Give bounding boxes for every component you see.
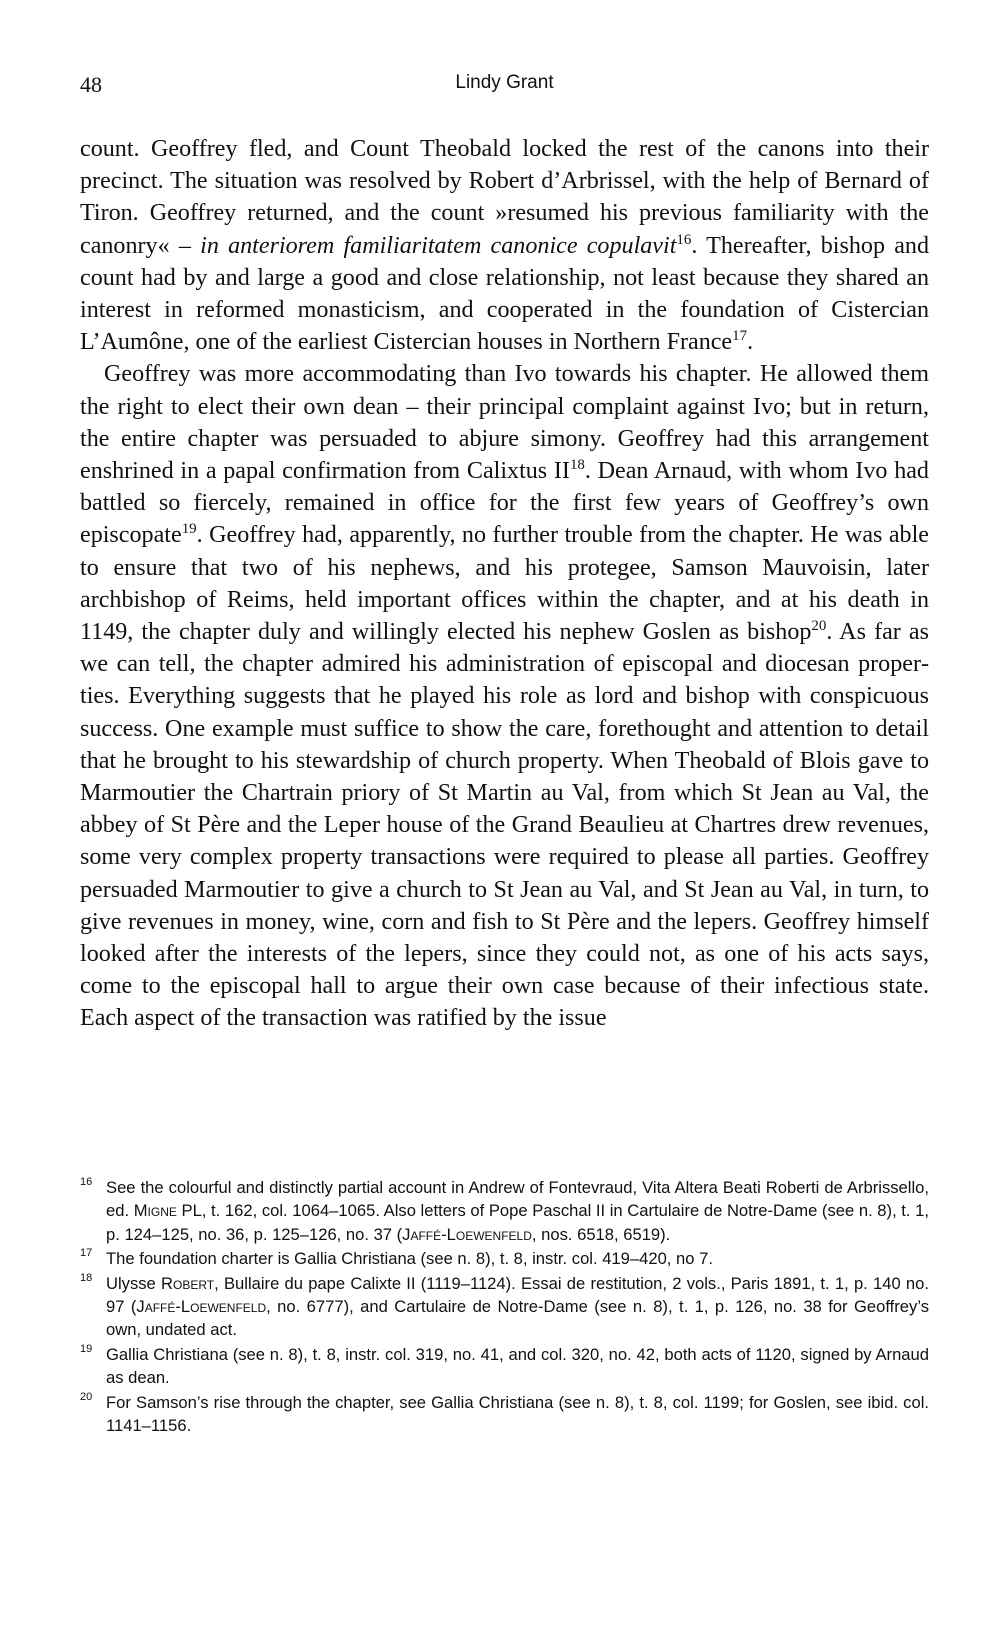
footnote-ref-17[interactable]: 17 <box>732 327 748 344</box>
footnote-number: 16 <box>80 1176 93 1188</box>
latin-quote: in anteriorem familiaritatem canonice copulavit <box>200 232 677 259</box>
footnote-ref-16[interactable]: 16 <box>676 231 692 248</box>
page-header <box>80 72 929 102</box>
footnote-number: 17 <box>80 1247 93 1260</box>
footnote-17: 17 The foundation charter is Gallia Christiana (see n. 8), t. 8, instr. col. 419–420, no 7. <box>80 1247 929 1270</box>
footnote-ref-19[interactable]: 19 <box>181 521 197 538</box>
body-text <box>80 133 929 1035</box>
paragraph-2: Geoffrey was more accommodating than Ivo towards his chapter. He allowed them the right to elect their own dean – their principal complaint against Ivo; but in return, the entire chapter was persuaded to abjure simony. Geoffrey had this arrangement enshrined in a papal confirmation from Calixtus II$^{18}$. Dean Arnaud, with whom Ivo had battled so fiercely, remained in office for the first few years of Geoffrey’s own episcopate$^{19}$. Geoffrey had, apparently, no further trouble from the chapter. He was able to ensure that two of his nephews, and his protegee, Samson Mauvoisin, later archbishop of Reims, held important offices within the chapter, and at his death in 1149, the chapter duly and willingly elected his nephew Goslen as bishop$^{20}$. As far as we can tell, the chapter admired his administration of episcopal and diocesan properties. Everything suggests that he played his role as lord and bishop with conspicuous success. One example must suffice to show the care, forethought and attention to detail that he brought to his stewardship of church property. When Theobald of Blois gave to Marmoutier the Chartrain priory of St Martin au Val, from which St Jean au Val, the abbey of St Père and the Leper house of the Grand Beaulieu at Chartres drew revenues, some very complex property transactions were required to please all parties. Geoffrey persuaded Marmoutier to give a church to St Jean au Val, and St Jean au Val, in turn, to give revenues in money, wine, corn and fish to St Père and the lepers. Geoffrey himself looked after the interests of the lepers, since they could not, as one of his acts says, come to the episcopal hall to argue their own case because of their infectious state. Each aspect of the transaction was ratified by the issue <box>80 361 929 1032</box>
paragraph-1: count. Geoffrey fled, and Count Theobald locked the rest of the canons into their precinct. The situation was resolved by Robert d’Arbrissel, with the help of Bernard of Tiron. Geoffrey returned, and the count »resumed his previous familiarity with the canonry« – in anteriorem familiaritatem canonice copulavit$^{16}$. Thereafter, bishop and count had by and large a good and close relationship, not least because they shared an interest in reformed monasticism, and cooperated in the foundation of Cistercian L’Aumône, one of the earliest Cistercian houses in Northern France$^{17}$. <box>80 136 929 356</box>
footnote-number: 18 <box>80 1271 93 1284</box>
page-number: 48 <box>80 72 102 97</box>
footnote-number: 20 <box>80 1390 93 1403</box>
footnote-ref-18[interactable]: 18 <box>569 456 585 473</box>
running-head: Lindy Grant <box>455 72 554 93</box>
footnotes <box>80 1176 929 1438</box>
footnote-16: 16 See the colourful and distinctly partial account in Andrew of Fontevraud, Vita Altera Beati Roberti de Arbrissello, ed. Migne PL, t. 162, col. 1064–1065. Also letters of Pope Paschal II in Cartulaire de Notre-Dame (see n. 8), t. 1, p. 124–125, no. 36, p. 125–126, no. 37 (Jaffé-Loewenfeld, nos. 6518, 6519). <box>80 1176 929 1246</box>
footnote-ref-20[interactable]: 20 <box>811 617 827 634</box>
footnote-number: 19 <box>80 1342 93 1355</box>
footnote-19: 19 Gallia Christiana (see n. 8), t. 8, instr. col. 319, no. 41, and col. 320, no. 42, both acts of 1120, signed by Arnaud as dean. <box>80 1343 929 1390</box>
footnote-20: 20 For Samson’s rise through the chapter, see Gallia Christiana (see n. 8), t. 8, col. 1199; for Goslen, see ibid. col. 1141–1156. <box>80 1391 929 1438</box>
footnote-18: 18 Ulysse Robert, Bullaire du pape Calixte II (1119–1124). Essai de restitution, 2 vols., Paris 1891, t. 1, p. 140 no. 97 (Jaffé-Loewenfeld, no. 6777), and Cartulaire de Notre-Dame (see n. 8), t. 1, p. 126, no. 38 for Geoffrey’s own, undated act. <box>80 1272 929 1342</box>
